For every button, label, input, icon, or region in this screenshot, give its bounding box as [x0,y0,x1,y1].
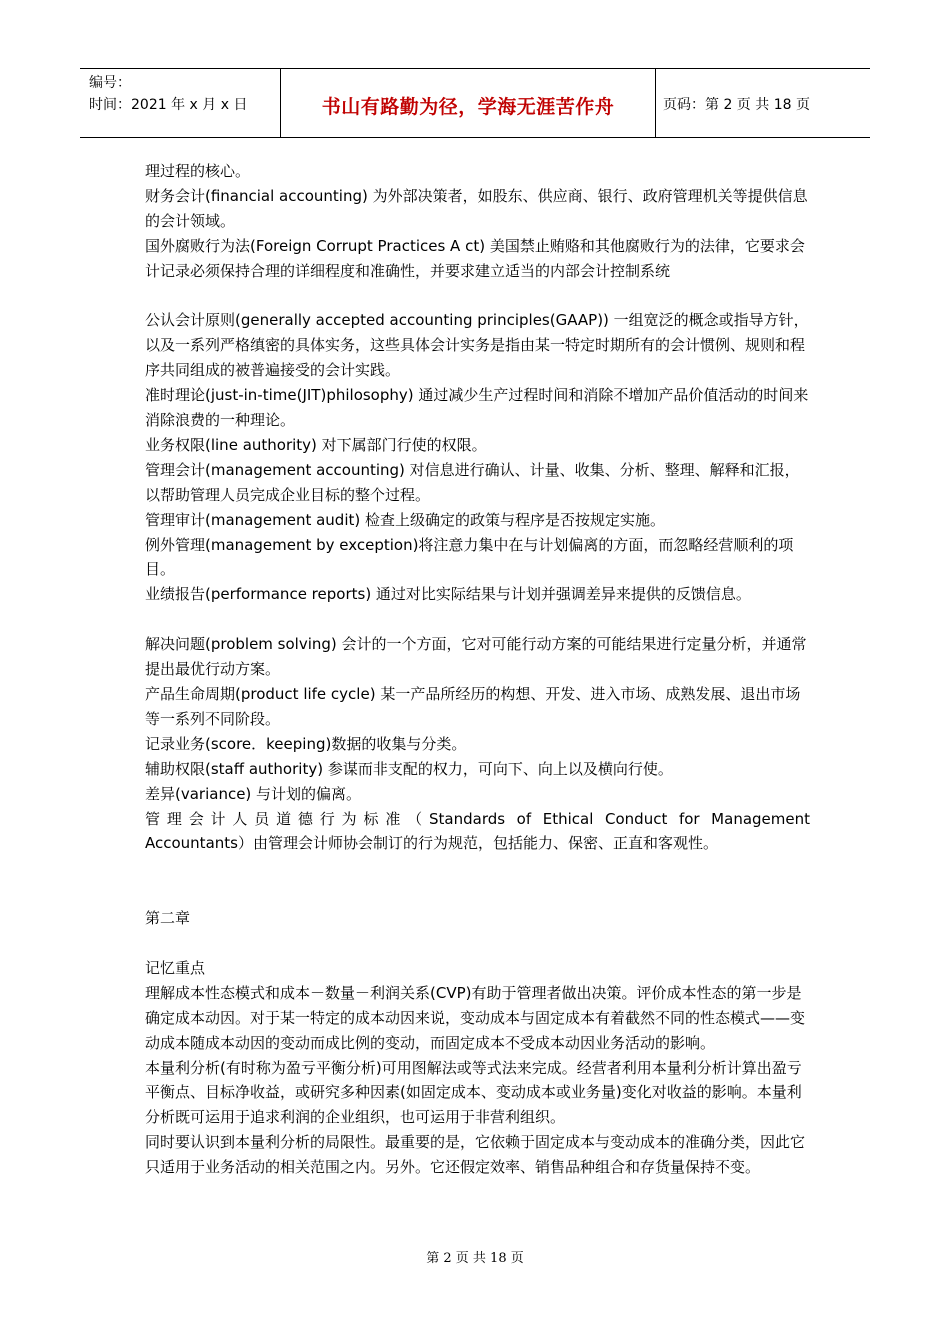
paragraph: 同时要认识到本量利分析的局限性。最重要的是，它依赖于固定成本与变动成本的准确分类，因此它只适用于业务活动的相关范围之内。另外。它还假定效率、销售品种组合和存货量保持不变。 [145,1133,806,1177]
paragraph: 差异(variance) 与计划的偏离。 [145,784,362,803]
page-footer [0,1247,950,1266]
blank-line [145,856,810,906]
paragraph: 产品生命周期(product life cycle) 某一产品所经历的构想、开发、进入市场、成熟发展、退出市场等一系列不同阶段。 [145,685,801,728]
paragraph-line: 管理会计人员道德行为标准（Standards of Ethical Conduct for Management [145,809,810,828]
paragraph: 本量利分析(有时称为盈亏平衡分析)可用图解法或等式法来完成。经营者利用本量利分析计算出盈亏平衡点、目标净收益，或研究多种因素(如固定成本、变动成本或业务量)变化对收益的影响。本量利分析既可运用于追求利润的企业组织，也可运用于非营利组织。 [145,1058,802,1127]
paragraph: 辅助权限(staff authority) 参谋而非支配的权力，可向下、向上以及横向行使。 [145,759,673,778]
doc-number-label: 编号： [89,75,131,91]
chapter-heading: 第二章 [145,909,191,928]
paragraph: 理解成本性态模式和成本－数量－利润关系(CVP)有助于管理者做出决策。评价成本性态的第一步是确定成本动因。对于某一特定的成本动因来说，变动成本与固定成本有着截然不同的性态模式——变动成本随成本动因的变动而成比例的变动，而固定成本不受成本动因业务活动的影响。 [145,983,806,1052]
header-page-cell [656,69,870,137]
paragraph: 业绩报告(performance reports) 通过对比实际结果与计划并强调差异来提供的反馈信息。 [145,585,751,604]
paragraph: 管理会计(management accounting) 对信息进行确认、计量、收集、分析、整理、解释和汇报，以帮助管理人员完成企业目标的整个过程。 [145,460,800,504]
paragraph: 例外管理(management by exception)将注意力集中在与计划偏离的方面，而忽略经营顺利的项目。 [145,535,794,579]
footer-page-number: 第 2 页 共 18 页 [426,1251,524,1266]
paragraph: 业务权限(line authority) 对下属部门行使的权限。 [145,435,487,454]
header-meta [80,69,281,137]
paragraph: 理过程的核心。 [145,162,251,180]
blank-line [145,284,810,309]
section-heading: 记忆重点 [145,958,206,977]
paragraph-line: Accountants）由管理会计师协会制订的行为规范，包括能力、保密、正直和客观性。 [145,834,718,853]
header-motto-cell [281,69,656,137]
blank-line [145,607,810,632]
doc-time-label: 时间：2021 年 x 月 x 日 [89,97,248,113]
paragraph: 公认会计原则(generally accepted accounting principles(GAAP)) 一组宽泛的概念或指导方针，以及一系列严格缜密的具体实务，这些具体会计实务是指由某一特定时期所有的会计惯例、规则和程序共同组成的被普遍接受的会计实践。 [145,311,809,380]
header-page-label: 页码：第 2 页 共 18 页 [663,97,810,113]
page-header [80,68,870,138]
paragraph: 记录业务(score．keeping)数据的收集与分类。 [145,734,467,753]
blank-line [145,931,810,956]
paragraph: 准时理论(just-in-time(JIT)philosophy) 通过减少生产过程时间和消除不增加产品价值活动的时间来消除浪费的一种理论。 [145,386,809,430]
paragraph: 财务会计(financial accounting) 为外部决策者，如股东、供应商、银行、政府管理机关等提供信息的会计领域。 [145,186,808,230]
header-motto: 书山有路勤为径，学海无涯苦作舟 [321,95,615,118]
paragraph: 国外腐败行为法(Foreign Corrupt Practices A ct) 美国禁止贿赂和其他腐败行为的法律，它要求会计记录必须保持合理的详细程度和准确性，并要求建立适当的内部会计控制系统 [145,236,805,280]
paragraph: 解决问题(problem solving) 会计的一个方面，它对可能行动方案的可能结果进行定量分析，并通常提出最优行动方案。 [145,635,807,679]
paragraph: 管理审计(management audit) 检查上级确定的政策与程序是否按规定实施。 [145,510,665,529]
document-body [145,159,810,1180]
